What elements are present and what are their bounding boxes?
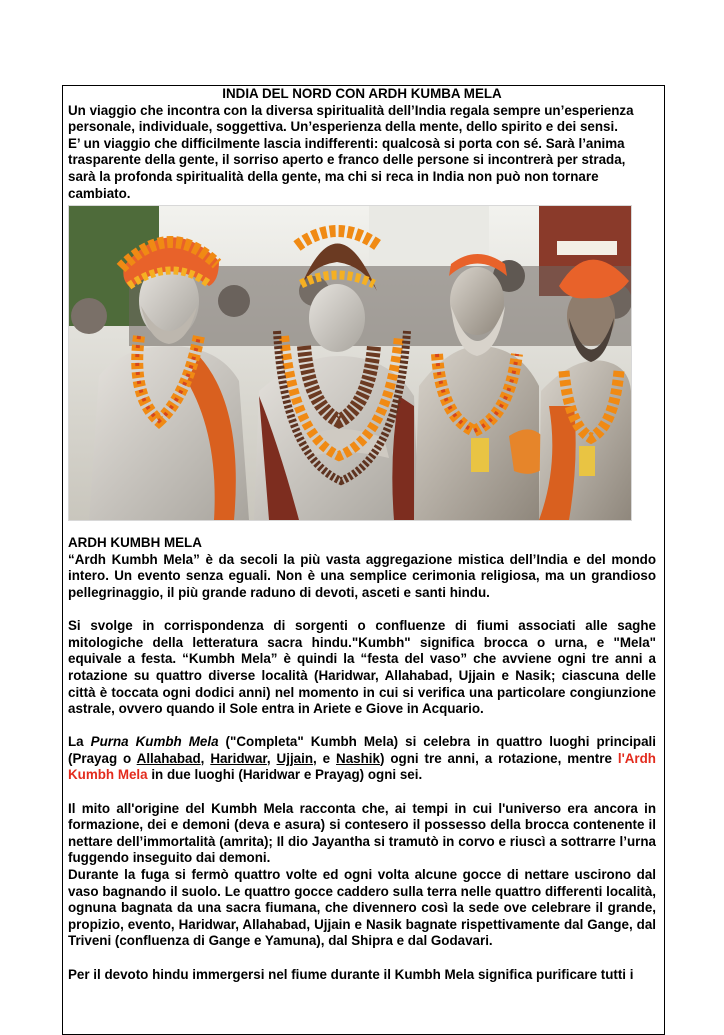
link-nashik[interactable]: Nashik	[336, 750, 380, 766]
document-title: INDIA DEL NORD CON ARDH KUMBA MELA	[222, 86, 502, 101]
intro-line: trasparente della gente, il sorriso aperto e franco delle persone si incontrerà per strada,	[68, 152, 626, 168]
link-ujjain[interactable]: Ujjain	[276, 750, 314, 766]
paragraph: Durante la fuga si fermò quattro volte ed ogni volta alcune gocce di nettare uscirono dal vaso bagnando il suolo. Le quattro gocce caddero sulla terra nelle quattro differenti località, ognuna bagnata da una sacra fiumana, che divennero così la sede ove celebrare il grande, propizio, evento, Haridwar, Allahabad, Ujjain e Nasik bagnate rispettivamente dal Gange, dal Triveni (confluenza di Gange e Yamuna), dal Shipra e dal Godavari.	[68, 867, 656, 949]
text-run: in due luoghi (Haridwar e Prayag) ogni sei.	[147, 767, 423, 783]
paragraph: Il mito all'origine del Kumbh Mela racconta che, ai tempi in cui l'universo era ancora in formazione, dei e demoni (deva e asura) si contesero il possesso della brocca contenente il nettare dell’immortalità (amrita); Il dio Jayantha si tramutò in corvo e riuscì a sottrarre l’urna fuggendo inseguito dai demoni.	[68, 800, 656, 866]
text-run: , e	[313, 750, 337, 766]
link-haridwar[interactable]: Haridwar	[210, 750, 267, 766]
paragraph: “Ardh Kumbh Mela” è da secoli la più vasta aggregazione mistica dell’India e del mondo intero. Un evento senza eguali. Non è una semplice cerimonia religiosa, ma un grandioso pellegrinaggio, il più grande raduno di devoti, asceti e santi hindu.	[68, 551, 656, 600]
paragraph: Si svolge in corrispondenza di sorgenti o confluenze di fiumi associati alle saghe mitologiche della letteratura sacra hindu."Kumbh" significa brocca o urna, e "Mela" equivale a festa. “Kumbh Mela” è quindi la “festa del vaso” che avviene ogni tre anni a rotazione su quattro diverse località (Haridwar, Allahabad, Ujjain e Nasik; ciascuna delle città è toccata ogni dodici anni) nel momento in cui si verifica una particolare congiunzione astrale, ovvero quando il Sole entra in Ariete e Giove in Acquario.	[68, 618, 656, 717]
highlighted-term: l'Ardh Kumbh Mela	[68, 750, 656, 783]
section-title: ARDH KUMBH MELA	[68, 535, 202, 551]
text-run: La	[68, 734, 91, 750]
text-run: ,	[200, 750, 211, 766]
intro-line: cambiato.	[68, 185, 131, 201]
intro-line: Un viaggio che incontra con la diversa spiritualità dell’India regala sempre un’esperienza	[68, 102, 634, 118]
italic-term: Purna Kumbh Mela	[90, 734, 219, 750]
sadhus-photo	[68, 205, 632, 521]
intro-paragraph	[68, 103, 656, 203]
intro-line: personale, individuale, soggettiva. Un’esperienza della mente, dello spirito e dei sensi.	[68, 119, 618, 135]
text-run: ,	[266, 750, 277, 766]
intro-line: E’ un viaggio che difficilmente lascia indifferenti: qualcosà si porta con sé. Sarà l’anima	[68, 135, 625, 151]
text-run: ("Completa" Kumbh Mela) si celebra in quattro luoghi principali (Prayag o	[68, 734, 656, 766]
text-run: ) ogni tre anni, a rotazione, mentre	[379, 750, 618, 766]
link-allahabad[interactable]: Allahabad	[136, 750, 201, 766]
paragraph	[68, 734, 656, 784]
intro-line: sarà la profonda spiritualità della gente, ma chi si reca in India non può non tornare	[68, 168, 599, 184]
paragraph: Per il devoto hindu immergersi nel fiume durante il Kumbh Mela significa purificare tutti i	[68, 966, 634, 982]
document-body	[68, 86, 656, 983]
